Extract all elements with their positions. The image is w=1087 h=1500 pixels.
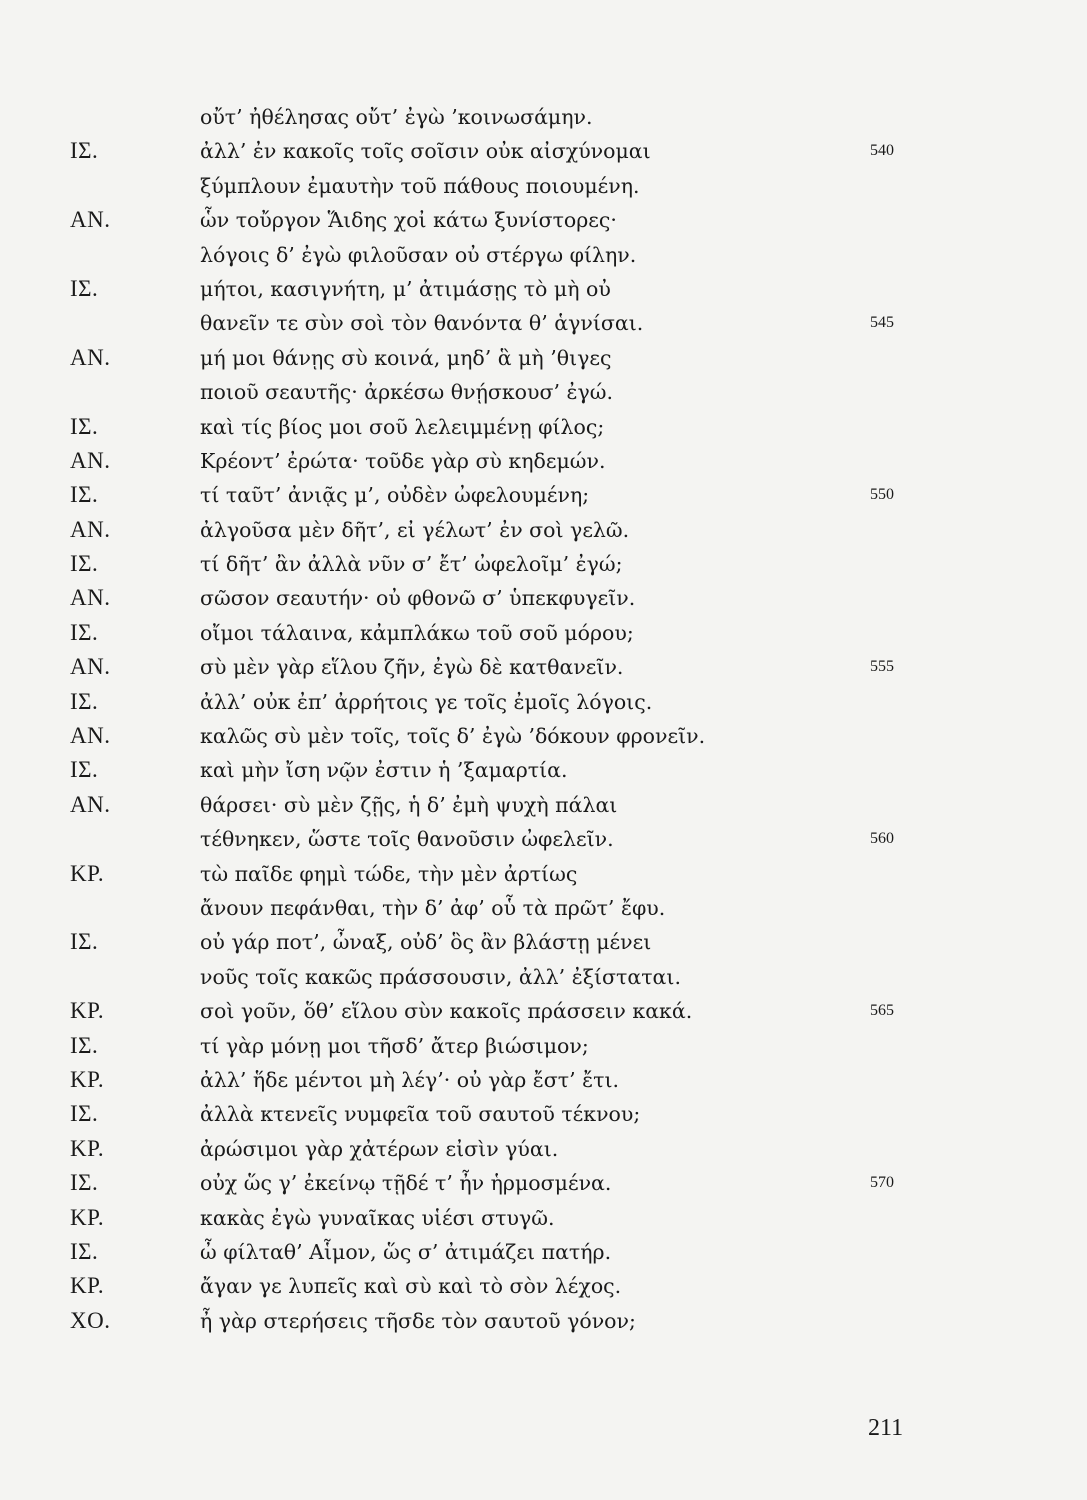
verse-text: οὐ γάρ ποτ’, ὦναξ, οὐδ’ ὃς ἂν βλάστῃ μένει — [200, 930, 652, 955]
verse-text: τὼ παῖδε φημὶ τώδε, τὴν μὲν ἀρτίως — [200, 861, 578, 886]
verse-line — [0, 375, 1087, 409]
speaker-label: ΙΣ. — [70, 482, 99, 508]
verse-text: τί δῆτ’ ἂν ἀλλὰ νῦν σ’ ἔτ’ ὠφελοῖμ’ ἐγώ; — [200, 552, 623, 577]
verse-line — [0, 100, 1087, 134]
verse-line — [0, 1063, 1087, 1097]
line-number: 565 — [870, 1002, 894, 1020]
verse-text: ὧν τοὔργον Ἅιδης χοἰ κάτω ξυνίστορες· — [200, 208, 617, 233]
page-number: 211 — [868, 1415, 904, 1441]
verse-line — [0, 238, 1087, 272]
line-number: 570 — [870, 1174, 894, 1192]
verse-text: οὔτ’ ἠθέλησας οὔτ’ ἐγὼ ’κοινωσάμην. — [200, 105, 593, 129]
verse-line — [0, 410, 1087, 444]
verse-text: τί γὰρ μόνῃ μοι τῆσδ’ ἄτερ βιώσιμον; — [200, 1033, 589, 1058]
speaker-label: ΙΣ. — [70, 413, 99, 439]
verse-line — [0, 650, 1087, 684]
verse-line — [0, 685, 1087, 719]
verse-text: θάρσει· σὺ μὲν ζῇς, ἡ δ’ ἐμὴ ψυχὴ πάλαι — [200, 792, 618, 817]
verse-line — [0, 960, 1087, 994]
verse-text: μήτοι, κασιγνήτη, μ’ ἀτιμάσῃς τὸ μὴ οὐ — [200, 276, 611, 301]
verse-text: ποιοῦ σεαυτῆς· ἀρκέσω θνῄσκουσ’ ἐγώ. — [200, 380, 613, 405]
verse-text: ἄγαν γε λυπεῖς καὶ σὺ καὶ τὸ σὸν λέχος. — [200, 1274, 622, 1299]
verse-text: σὺ μὲν γὰρ εἵλου ζῆν, ἐγὼ δὲ κατθανεῖν. — [200, 655, 624, 680]
verse-text: λόγοις δ’ ἐγὼ φιλοῦσαν οὐ στέργω φίλην. — [200, 242, 637, 267]
verse-line — [0, 1166, 1087, 1200]
speaker-label: ΑΝ. — [70, 585, 111, 611]
verse-line — [0, 753, 1087, 787]
verse-text: καὶ μὴν ἴση νῷν ἐστιν ἡ ’ξαμαρτία. — [200, 758, 568, 783]
speaker-label: ΧΟ. — [70, 1307, 111, 1333]
speaker-label: ΑΝ. — [70, 723, 111, 749]
verse-text: ἀλλ’ ἐν κακοῖς τοῖς σοῖσιν οὐκ αἰσχύνομαι — [200, 139, 651, 164]
verse-text: μή μοι θάνῃς σὺ κοινά, μηδ’ ἃ μὴ ’θιγες — [200, 345, 612, 370]
line-number: 550 — [870, 486, 894, 504]
speaker-label: ΑΝ. — [70, 654, 111, 680]
verse-line — [0, 1269, 1087, 1303]
speaker-label: ΙΣ. — [70, 275, 99, 301]
speaker-label: ΚΡ. — [70, 998, 105, 1024]
speaker-label: ΚΡ. — [70, 860, 105, 886]
verse-line — [0, 616, 1087, 650]
verse-line — [0, 272, 1087, 306]
verse-text: ἦ γὰρ στερήσεις τῆσδε τὸν σαυτοῦ γόνον; — [200, 1308, 636, 1333]
verse-line — [0, 1029, 1087, 1063]
verse-text: ἀλλ’ ἥδε μέντοι μὴ λέγ’· οὐ γὰρ ἔστ’ ἔτι. — [200, 1067, 620, 1092]
verse-text: ἀρώσιμοι γὰρ χἀτέρων εἰσὶν γύαι. — [200, 1136, 559, 1161]
speaker-label: ΙΣ. — [70, 1238, 99, 1264]
speaker-label: ΙΣ. — [70, 1101, 99, 1127]
speaker-label: ΙΣ. — [70, 1032, 99, 1058]
verse-line — [0, 581, 1087, 615]
verse-text: θανεῖν τε σὺν σοὶ τὸν θανόντα θ’ ἁγνίσαι. — [200, 311, 644, 336]
verse-text: Κρέοντ’ ἐρώτα· τοῦδε γὰρ σὺ κηδεμών. — [200, 448, 606, 473]
line-number: 555 — [870, 658, 894, 676]
verse-line — [0, 169, 1087, 203]
verse-line — [0, 478, 1087, 512]
verse-line — [0, 203, 1087, 237]
speaker-label: ΚΡ. — [70, 1273, 105, 1299]
speaker-label: ΚΡ. — [70, 1204, 105, 1230]
verse-text: οὐχ ὥς γ’ ἐκείνῳ τῇδέ τ’ ἦν ἡρμοσμένα. — [200, 1171, 612, 1196]
verse-lines — [0, 100, 1087, 1338]
speaker-label: ΑΝ. — [70, 344, 111, 370]
line-number: 545 — [870, 314, 894, 332]
verse-text: σῶσον σεαυτήν· οὐ φθονῶ σ’ ὑπεκφυγεῖν. — [200, 586, 636, 611]
verse-line — [0, 788, 1087, 822]
speaker-label: ΙΣ. — [70, 138, 99, 164]
verse-line — [0, 994, 1087, 1028]
verse-text: ξύμπλουν ἐμαυτὴν τοῦ πάθους ποιουμένη. — [200, 173, 640, 198]
verse-text: ἀλλὰ κτενεῖς νυμφεῖα τοῦ σαυτοῦ τέκνου; — [200, 1102, 641, 1127]
verse-line — [0, 134, 1087, 168]
line-number: 540 — [870, 142, 894, 160]
verse-line — [0, 547, 1087, 581]
speaker-label: ΙΣ. — [70, 551, 99, 577]
verse-line — [0, 1132, 1087, 1166]
speaker-label: ΑΝ. — [70, 447, 111, 473]
verse-line — [0, 1097, 1087, 1131]
line-number: 560 — [870, 830, 894, 848]
verse-line — [0, 513, 1087, 547]
verse-text: κακὰς ἐγὼ γυναῖκας υἱέσι στυγῶ. — [200, 1205, 555, 1230]
verse-text: οἴμοι τάλαινα, κἀμπλάκω τοῦ σοῦ μόρου; — [200, 620, 634, 645]
verse-line — [0, 857, 1087, 891]
verse-line — [0, 891, 1087, 925]
verse-text: σοὶ γοῦν, ὅθ’ εἵλου σὺν κακοῖς πράσσειν κακά. — [200, 999, 693, 1024]
verse-text: ὦ φίλταθ’ Αἷμον, ὥς σ’ ἀτιμάζει πατήρ. — [200, 1239, 612, 1264]
verse-line — [0, 925, 1087, 959]
verse-text: καλῶς σὺ μὲν τοῖς, τοῖς δ’ ἐγὼ ’δόκουν φρονεῖν. — [200, 724, 706, 749]
speaker-label: ΚΡ. — [70, 1066, 105, 1092]
verse-text: τέθνηκεν, ὥστε τοῖς θανοῦσιν ὠφελεῖν. — [200, 827, 614, 852]
verse-text: τί ταῦτ’ ἀνιᾷς μ’, οὐδὲν ὠφελουμένη; — [200, 483, 590, 508]
verse-text: ἄνουν πεφάνθαι, τὴν δ’ ἀφ’ οὗ τὰ πρῶτ’ ἔφυ. — [200, 895, 666, 920]
verse-line — [0, 1235, 1087, 1269]
speaker-label: ΙΣ. — [70, 619, 99, 645]
verse-line — [0, 822, 1087, 856]
speaker-label: ΑΝ. — [70, 791, 111, 817]
speaker-label: ΑΝ. — [70, 207, 111, 233]
verse-text: καὶ τίς βίος μοι σοῦ λελειμμένῃ φίλος; — [200, 414, 605, 439]
verse-line — [0, 341, 1087, 375]
speaker-label: ΙΣ. — [70, 1170, 99, 1196]
speaker-label: ΑΝ. — [70, 516, 111, 542]
verse-line — [0, 719, 1087, 753]
speaker-label: ΚΡ. — [70, 1135, 105, 1161]
verse-text: νοῦς τοῖς κακῶς πράσσουσιν, ἀλλ’ ἐξίσταται. — [200, 964, 681, 989]
verse-text: ἀλλ’ οὐκ ἐπ’ ἀρρήτοις γε τοῖς ἐμοῖς λόγοις. — [200, 689, 653, 714]
speaker-label: ΙΣ. — [70, 757, 99, 783]
verse-line — [0, 1304, 1087, 1338]
verse-line — [0, 444, 1087, 478]
verse-line — [0, 1201, 1087, 1235]
verse-line — [0, 306, 1087, 340]
speaker-label: ΙΣ. — [70, 929, 99, 955]
speaker-label: ΙΣ. — [70, 688, 99, 714]
verse-text: ἀλγοῦσα μὲν δῆτ’, εἰ γέλωτ’ ἐν σοὶ γελῶ. — [200, 517, 630, 542]
